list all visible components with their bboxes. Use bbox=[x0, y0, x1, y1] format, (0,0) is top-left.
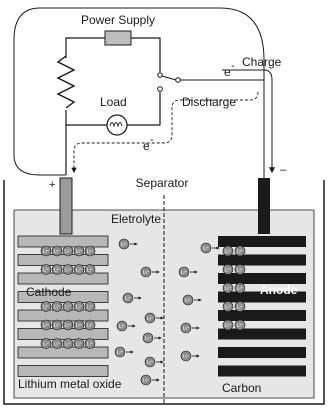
supply-wire-right bbox=[131, 38, 160, 72]
power-supply-box bbox=[105, 31, 131, 45]
cathode-ion bbox=[63, 246, 73, 256]
anode-plate bbox=[218, 347, 306, 358]
cathode-ion bbox=[52, 339, 62, 349]
svg-text:Li⁺: Li⁺ bbox=[116, 349, 124, 356]
svg-text:Li⁺: Li⁺ bbox=[236, 304, 244, 311]
svg-text:Li⁺: Li⁺ bbox=[86, 248, 94, 255]
cathode-plate bbox=[18, 366, 108, 377]
svg-text:Li⁺: Li⁺ bbox=[53, 341, 61, 348]
carbon-label: Carbon bbox=[222, 381, 262, 395]
anode-ion bbox=[235, 246, 245, 256]
svg-text:Li⁺: Li⁺ bbox=[144, 335, 152, 342]
anode-plate bbox=[218, 236, 306, 247]
anode-plate bbox=[218, 255, 306, 266]
svg-text:Li⁺: Li⁺ bbox=[202, 245, 210, 252]
anode-ion bbox=[235, 320, 245, 330]
switch-contact-discharge bbox=[158, 87, 163, 92]
svg-text:Li⁺: Li⁺ bbox=[236, 267, 244, 274]
free-ion bbox=[201, 243, 211, 253]
anode-plate bbox=[218, 366, 306, 377]
cathode-ion bbox=[74, 339, 84, 349]
svg-text:Li⁺: Li⁺ bbox=[53, 322, 61, 329]
svg-text:Li⁺: Li⁺ bbox=[42, 267, 50, 274]
cathode-plate bbox=[18, 329, 108, 340]
cathode-ion bbox=[74, 320, 84, 330]
cathode-ion bbox=[85, 265, 95, 275]
svg-text:Li⁺: Li⁺ bbox=[124, 295, 132, 302]
anode-ion bbox=[223, 265, 233, 275]
svg-text:Li⁺: Li⁺ bbox=[142, 269, 150, 276]
svg-text:Li⁺: Li⁺ bbox=[86, 341, 94, 348]
svg-text:Li⁺: Li⁺ bbox=[182, 325, 190, 332]
switch-lever bbox=[162, 76, 176, 80]
svg-text:Li⁺: Li⁺ bbox=[75, 304, 83, 311]
free-ion bbox=[179, 267, 189, 277]
svg-text:Li⁺: Li⁺ bbox=[75, 248, 83, 255]
anode-plate bbox=[218, 310, 306, 321]
svg-text:Li⁺: Li⁺ bbox=[146, 359, 154, 366]
cathode-plate bbox=[18, 255, 108, 266]
svg-text:Li⁺: Li⁺ bbox=[75, 322, 83, 329]
free-ion bbox=[145, 357, 155, 367]
cathode-ion bbox=[52, 302, 62, 312]
anode-ion bbox=[235, 283, 245, 293]
svg-text:Li⁺: Li⁺ bbox=[64, 341, 72, 348]
free-ion bbox=[115, 347, 125, 357]
svg-text:Li⁺: Li⁺ bbox=[224, 267, 232, 274]
svg-text:Li⁺: Li⁺ bbox=[53, 248, 61, 255]
anode-ion bbox=[223, 320, 233, 330]
svg-text:Li⁺: Li⁺ bbox=[224, 248, 232, 255]
switch-contact-charge bbox=[158, 73, 163, 78]
svg-text:Li⁺: Li⁺ bbox=[64, 267, 72, 274]
outer-wire bbox=[14, 8, 264, 178]
anode-ion bbox=[235, 302, 245, 312]
svg-text:Li⁺: Li⁺ bbox=[236, 248, 244, 255]
svg-text:Li⁺: Li⁺ bbox=[224, 322, 232, 329]
cathode-ion bbox=[63, 320, 73, 330]
anode-terminal bbox=[258, 178, 270, 234]
svg-text:Li⁺: Li⁺ bbox=[86, 304, 94, 311]
cathode-terminal bbox=[60, 178, 72, 234]
cathode-ion bbox=[41, 302, 51, 312]
free-ion bbox=[141, 267, 151, 277]
cathode-ion bbox=[74, 265, 84, 275]
minus-sign: – bbox=[280, 164, 287, 176]
free-ion bbox=[119, 239, 129, 249]
svg-text:Li⁺: Li⁺ bbox=[86, 322, 94, 329]
anode-ion bbox=[235, 265, 245, 275]
cathode-ion bbox=[63, 339, 73, 349]
cathode-ion bbox=[41, 265, 51, 275]
svg-text:Li⁺: Li⁺ bbox=[120, 241, 128, 248]
electron-discharge-label: e bbox=[143, 139, 150, 153]
free-ion bbox=[123, 293, 133, 303]
cathode-ion bbox=[85, 320, 95, 330]
cathode-plate bbox=[18, 310, 108, 321]
cathode-ion bbox=[63, 302, 73, 312]
cathode-ion bbox=[74, 302, 84, 312]
svg-text:Li⁺: Li⁺ bbox=[42, 341, 50, 348]
free-ion bbox=[145, 313, 155, 323]
svg-text:Li⁺: Li⁺ bbox=[86, 267, 94, 274]
power-supply-label: Power Supply bbox=[80, 13, 156, 27]
charge-label: Charge bbox=[242, 55, 282, 69]
cathode-plate bbox=[18, 347, 108, 358]
lithium-metal-oxide-label: Lithium metal oxide bbox=[18, 377, 122, 391]
anode-plate bbox=[218, 329, 306, 340]
svg-text:Li⁺: Li⁺ bbox=[53, 267, 61, 274]
anode-label: Anode bbox=[260, 283, 298, 297]
svg-text:Li⁺: Li⁺ bbox=[42, 248, 50, 255]
load-wire-right bbox=[127, 92, 160, 125]
cathode-ion bbox=[41, 246, 51, 256]
electron-discharge-sup: - bbox=[150, 134, 154, 146]
free-ion bbox=[183, 295, 193, 305]
cathode-ion bbox=[52, 246, 62, 256]
cathode-ion bbox=[41, 339, 51, 349]
svg-text:Li⁺: Li⁺ bbox=[142, 377, 150, 384]
svg-text:Li⁺: Li⁺ bbox=[42, 304, 50, 311]
free-ion bbox=[181, 323, 191, 333]
svg-text:Li⁺: Li⁺ bbox=[64, 322, 72, 329]
svg-text:Li⁺: Li⁺ bbox=[236, 322, 244, 329]
electrolyte-label: Eletrolyte bbox=[110, 212, 162, 226]
anode-ion bbox=[223, 246, 233, 256]
svg-text:Li⁺: Li⁺ bbox=[75, 341, 83, 348]
free-ion bbox=[143, 333, 153, 343]
svg-text:Li⁺: Li⁺ bbox=[182, 353, 190, 360]
free-ion bbox=[117, 321, 127, 331]
cathode-label: Cathode bbox=[26, 285, 72, 299]
svg-text:Li⁺: Li⁺ bbox=[118, 323, 126, 330]
cathode-ion bbox=[85, 246, 95, 256]
cathode-ion bbox=[52, 320, 62, 330]
cathode-ion bbox=[85, 302, 95, 312]
svg-text:Li⁺: Li⁺ bbox=[180, 269, 188, 276]
svg-text:Li⁺: Li⁺ bbox=[146, 315, 154, 322]
anode-ion bbox=[223, 302, 233, 312]
anode-ion bbox=[223, 283, 233, 293]
cathode-ion bbox=[74, 246, 84, 256]
svg-text:Li⁺: Li⁺ bbox=[64, 304, 72, 311]
svg-text:Li⁺: Li⁺ bbox=[53, 304, 61, 311]
cathode-plate bbox=[18, 236, 108, 247]
cathode-ion bbox=[85, 339, 95, 349]
svg-text:Li⁺: Li⁺ bbox=[224, 285, 232, 292]
cathode-ion bbox=[63, 265, 73, 275]
plus-sign: + bbox=[49, 179, 56, 191]
switch-pivot bbox=[176, 78, 181, 83]
svg-text:Li⁺: Li⁺ bbox=[184, 297, 192, 304]
cathode-ion bbox=[52, 265, 62, 275]
electron-charge-label: e bbox=[224, 65, 231, 79]
svg-text:Li⁺: Li⁺ bbox=[42, 322, 50, 329]
svg-text:Li⁺: Li⁺ bbox=[236, 285, 244, 292]
cathode-plate bbox=[18, 273, 108, 284]
discharge-label: Discharge bbox=[182, 95, 237, 109]
svg-text:Li⁺: Li⁺ bbox=[75, 267, 83, 274]
separator-label: Separator bbox=[135, 176, 189, 190]
svg-text:Li⁺: Li⁺ bbox=[64, 248, 72, 255]
free-ion bbox=[181, 351, 191, 361]
free-ion bbox=[141, 375, 151, 385]
load-label: Load bbox=[100, 95, 127, 109]
cathode-ion bbox=[41, 320, 51, 330]
svg-text:Li⁺: Li⁺ bbox=[224, 304, 232, 311]
electron-charge-sup: - bbox=[231, 60, 235, 72]
